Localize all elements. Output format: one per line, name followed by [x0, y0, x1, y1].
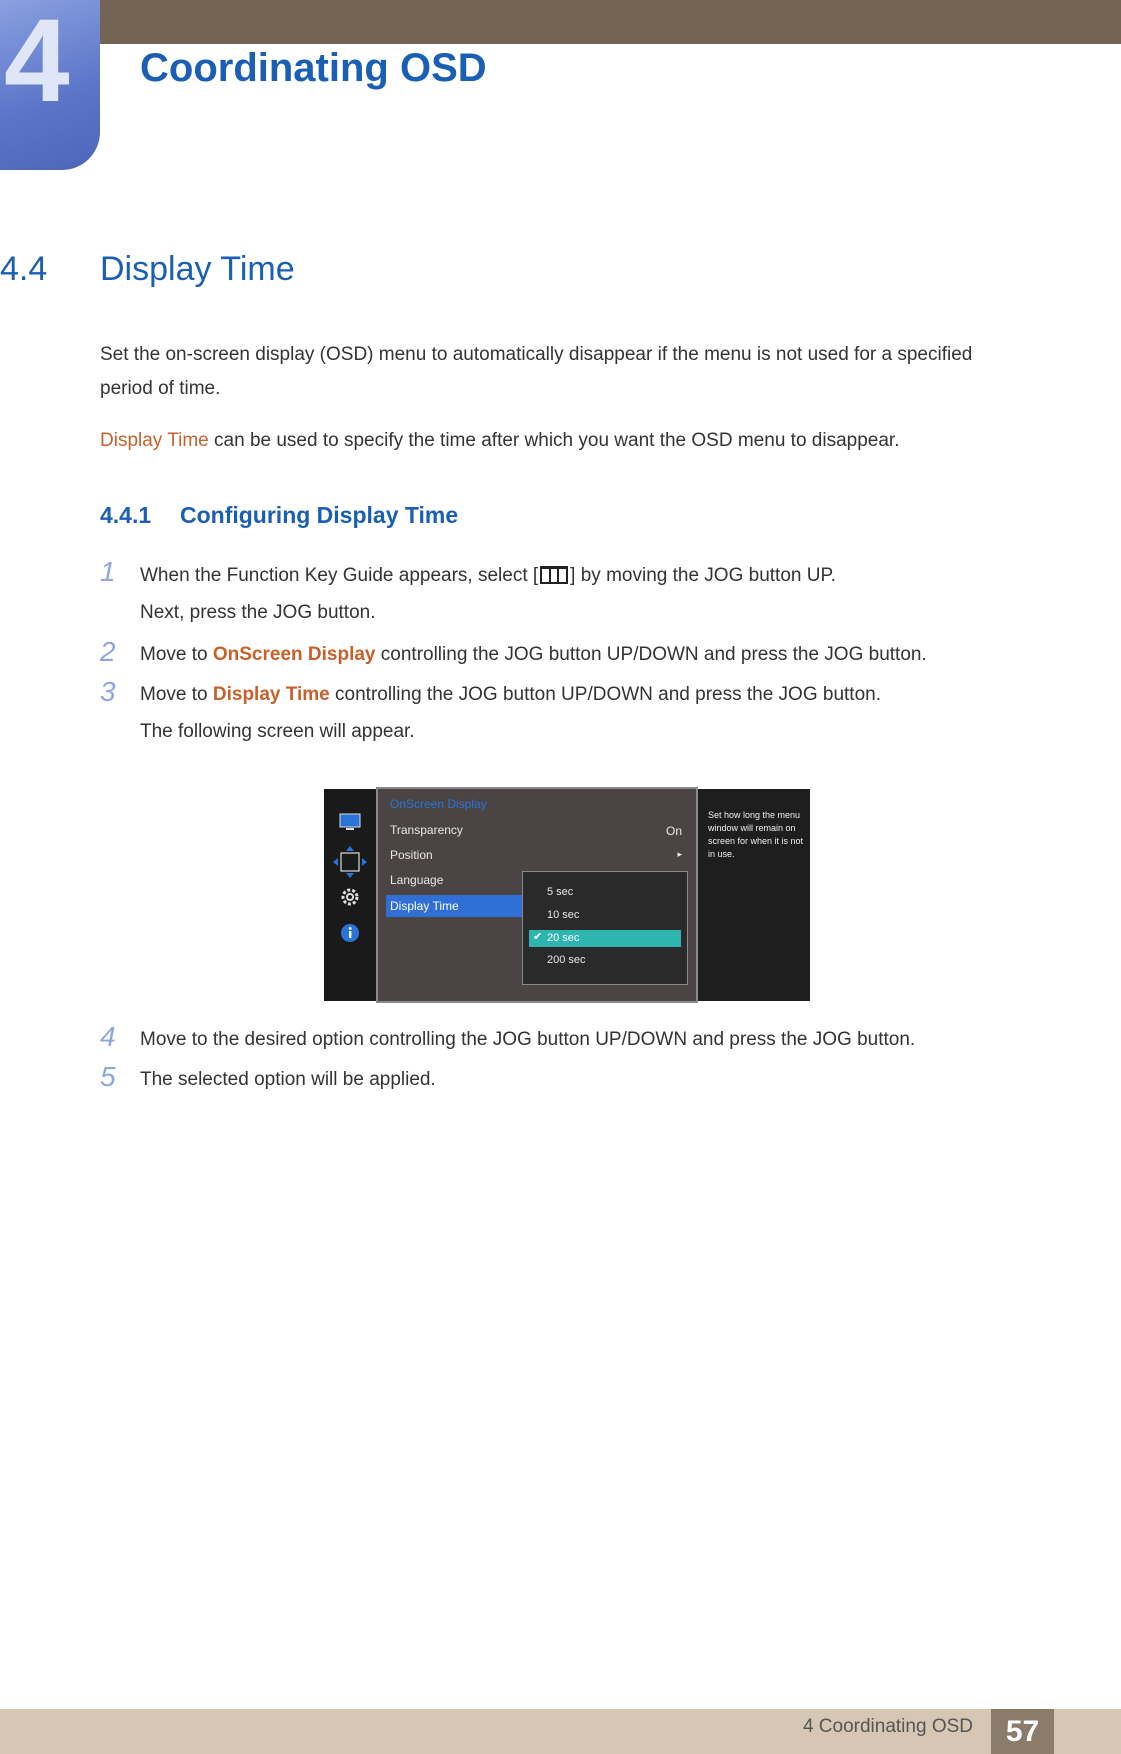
osd-help-text: Set how long the menu window will remain on screen for when it is not in use. [708, 810, 804, 859]
position-arrows-icon [332, 845, 368, 879]
check-icon: ✔ [533, 931, 543, 943]
step-text-3 [140, 684, 881, 706]
step-2-highlight: OnScreen Display [212, 644, 376, 665]
step-number-1: 1 [100, 556, 116, 587]
step-1-pre: When the Function Key Guide appears, select [ [140, 565, 539, 586]
osd-item-language[interactable]: Language [390, 873, 444, 887]
gear-icon [339, 886, 361, 908]
intro-paragraph [100, 338, 1060, 406]
step-text-2 [140, 644, 927, 666]
step-3-pre: Move to [140, 684, 213, 705]
chapter-title: Coordinating OSD [140, 46, 487, 90]
osd-main-menu [376, 787, 698, 1003]
step-3-highlight: Display Time [212, 684, 330, 705]
chapter-tab [0, 0, 100, 170]
osd-position-arrow: ▸ [677, 849, 682, 859]
osd-option-20sec-label: 20 sec [547, 932, 580, 944]
section-number: 4.4 [0, 250, 48, 288]
intro-line-1: Set the on-screen display (OSD) menu to automatically disappear if the menu is not used for a specified [100, 344, 973, 365]
monitor-icon [339, 811, 361, 833]
intro-rest: can be used to specify the time after which you want the OSD menu to disappear. [208, 430, 900, 451]
footer-label: 4 Coordinating OSD [802, 1716, 973, 1737]
subsection-number: 4.4.1 [100, 502, 152, 528]
osd-options-panel [522, 871, 688, 985]
osd-icon-column [324, 789, 376, 1001]
step-3-post: controlling the JOG button UP/DOWN and press the JOG button. [329, 684, 882, 705]
info-icon [339, 922, 361, 944]
intro-definition [100, 424, 1060, 458]
osd-option-5sec[interactable]: 5 sec [547, 886, 574, 898]
osd-transparency-value: On [665, 824, 682, 838]
step-sub-1: Next, press the JOG button. [140, 602, 376, 623]
step-number-3: 3 [100, 676, 116, 707]
osd-option-20sec[interactable] [529, 930, 681, 947]
section-title: Display Time [100, 250, 295, 288]
osd-header: OnScreen Display [390, 797, 487, 811]
intro-highlight: Display Time [100, 430, 209, 451]
menu-icon [540, 566, 568, 584]
step-sub-3: The following screen will appear. [140, 721, 415, 742]
subsection-title: Configuring Display Time [180, 502, 459, 528]
step-text-5: The selected option will be applied. [140, 1069, 436, 1090]
intro-line-2: period of time. [100, 378, 221, 399]
step-text-1 [140, 565, 836, 587]
osd-item-transparency[interactable]: Transparency [390, 823, 463, 837]
page-number-box [991, 1709, 1054, 1754]
osd-item-display-time[interactable] [386, 895, 522, 917]
osd-item-position[interactable]: Position [390, 848, 433, 862]
step-number-5: 5 [100, 1061, 116, 1092]
step-2-post: controlling the JOG button UP/DOWN and press the JOG button. [375, 644, 927, 665]
step-text-4: Move to the desired option controlling the JOG button UP/DOWN and press the JOG button. [140, 1029, 916, 1050]
page-number: 57 [1005, 1715, 1040, 1748]
step-number-2: 2 [100, 636, 116, 667]
step-1-post: ] by moving the JOG button UP. [570, 565, 836, 586]
osd-display-time-label: Display Time [390, 899, 459, 913]
step-number-4: 4 [100, 1021, 116, 1052]
osd-option-10sec[interactable]: 10 sec [547, 909, 580, 921]
chapter-number: 4 [4, 0, 70, 127]
step-2-pre: Move to [140, 644, 213, 665]
osd-screenshot [324, 789, 810, 1001]
top-bar [0, 0, 1121, 44]
osd-option-200sec[interactable]: 200 sec [547, 954, 586, 966]
